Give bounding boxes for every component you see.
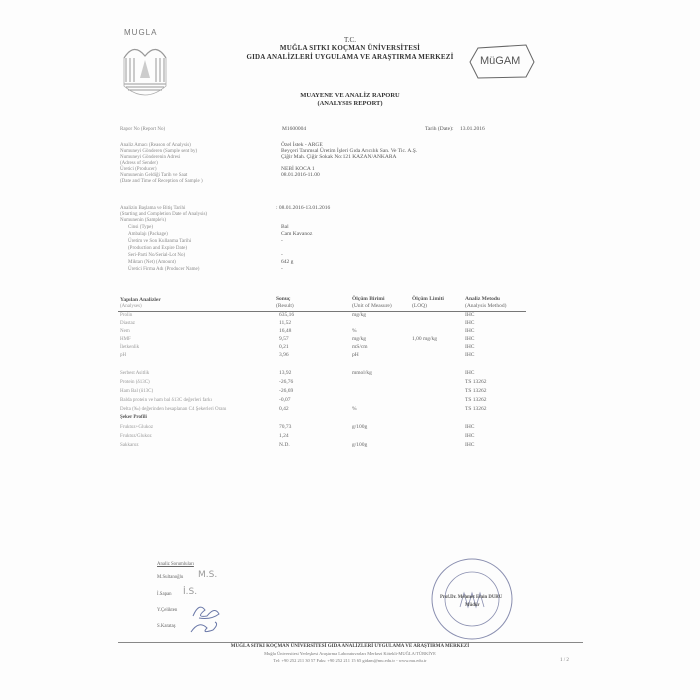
page-number: 1 / 2 <box>560 658 569 663</box>
mugla-university-logo: MUGLA <box>120 28 170 98</box>
report-title: MUAYENE VE ANALİZ RAPORU <box>300 92 400 99</box>
director-name: Prof.Dr. Mehmet Emin DURU <box>440 595 503 600</box>
signature-mark: M.S. <box>198 570 218 580</box>
report-no-value: M1600004 <box>282 126 307 132</box>
footer-address: Muğla Üniversitesi Yerleşkesi Araştırma Laboratuvarları Merkezi Kötekli-MUĞLA/TÜRKİYE <box>264 651 436 656</box>
signature-scribble-icon <box>185 598 223 638</box>
date-value: 13.01.2016 <box>460 126 485 132</box>
university-emblem-icon <box>120 38 170 100</box>
header-tc: T.C. <box>344 36 356 44</box>
footer-institution: MUĞLA SITKI KOÇMAN ÜNİVERSİTESİ GIDA ANALİZLERİ UYGULAMA VE ARAŞTIRMA MERKEZİ <box>230 644 470 649</box>
header-center-name: GIDA ANALİZLERİ UYGULAMA VE ARAŞTIRMA MERKEZİ <box>246 53 454 61</box>
footer-contact: Tel: +90 252 211 30 57 Faks: +90 252 211 15 65 gidam@mu.edu.tr - www.mu.edu.tr <box>273 658 427 663</box>
mugam-logo: MüGAM <box>468 44 536 80</box>
date-label: Tarih (Date): <box>425 126 454 132</box>
analysis-report-page: MUGLA T.C. MUĞLA SITKI KOÇMAN ÜNİVERSİTESİ GIDA ANALİZLERİ UYGULAMA VE ARAŞTIRMA MERKEZİ MüGAM MUAYENE VE ANALİZ RAPORU (ANALYSIS REPORT) Rapor No (Report No) M1600004 Tarih (Date): 13.01.2016 Analiz Amacı (Reason of Analysis) Özel İstek - ARGE Numuneyi Gönderen (Sample sent by) Beyçeri Tarımsal Üretim İşleri Gıda Arıcılık San. Ve Tic. A.Ş. Numuneyi Gönderenin Adresi Çiğir Mah. Çiğir Sokak No:121 KAZAN/ANKARA (Adress of Sender) Üretici (Producer) NEBİ KOCA 1 Numunenin Geldiği Tarih ve Saat 08.01.2016-11.00 (Date and Time of Reception of Sample ) Analizin Başlama ve Bitiş Tarihi : 08.01.2016-13.01.2016 (Starting and Completion Date of Analysis) Numunenin (Sample's) Cinsi (Type) Bal Ambalajı (Package) Cam Kavanoz Üretim ve Son Kullanma Tarihi - (Production and Expire Date) Seri-Parti No/Serial-Lot No) - Miktarı (Net) (Amount) 642 g Üretici Firma Adı (Producer Name) - Yapılan Analizler (Analyses) Sonuç (Result) Ölçüm Birimi (Unit of Measure) Ölçüm Limiti (LOQ) Analiz Metodu (Analysis Method) Prolin 635,16 mg/kg IHC Diastaz 11,52 IHC Nem 16,48 % IHC HMF 9,57 mg/kg 1,00 mg/kg IHC İletkenlik 0,21 mS/cm IHC pH 3,96 pH IHC Serbest Asitlik 13,92 mmol/kg IHC Protein (δ13C) -26,76 TS 13262 Ham Bal (δ13C) -26,69 TS 13262 Balda protein ve ham bal δ13C değerleri farkı -0,07 TS 13262 Delta (‰) değerinden hesaplanan C4 Şekerleri Oranı 0,42 % TS 13262 Şeker Profili Fruktoz+Glukoz 70,73 g/100g IHC Fruktoz/Glukoz 1,24 IHC Sakkaroz N.D. g/100g IHC Analiz Sorumluları M.Sultanoğlu M.S. İ.Sapan İ.S. Y.Çelikten S.Karataş Prof.Dr. Mehmet Emin DURU Müdür MUĞLA SITKI KOÇMAN ÜNİVERSİTESİ GIDA ANALİZLERİ UYGULAMA VE ARAŞTIRMA MERKEZİ Muğla Üniversitesi Yerleşkesi Araştırma Laboratuvarları Merkezi Kötekli-MUĞLA/TÜRKİYE Tel: +90 252 211 30 57 Faks: +90 252 211 15 65 gidam@mu.edu.tr - www.mu.edu.tr 1 / 2 <box>0 0 700 700</box>
sugar-profile-heading: Şeker Profili <box>120 415 147 420</box>
report-subtitle: (ANALYSIS REPORT) <box>317 100 383 107</box>
report-no-label: Rapor No (Report No) <box>120 127 166 132</box>
header-university: MUĞLA SITKI KOÇMAN ÜNİVERSİTESİ <box>279 44 421 52</box>
signature-mark: İ.S. <box>183 587 198 597</box>
signatures-title: Analiz Sorumluları <box>157 562 194 567</box>
official-stamp-icon <box>420 555 520 645</box>
footer-divider <box>118 642 583 643</box>
director-title: Müdür <box>465 603 480 608</box>
